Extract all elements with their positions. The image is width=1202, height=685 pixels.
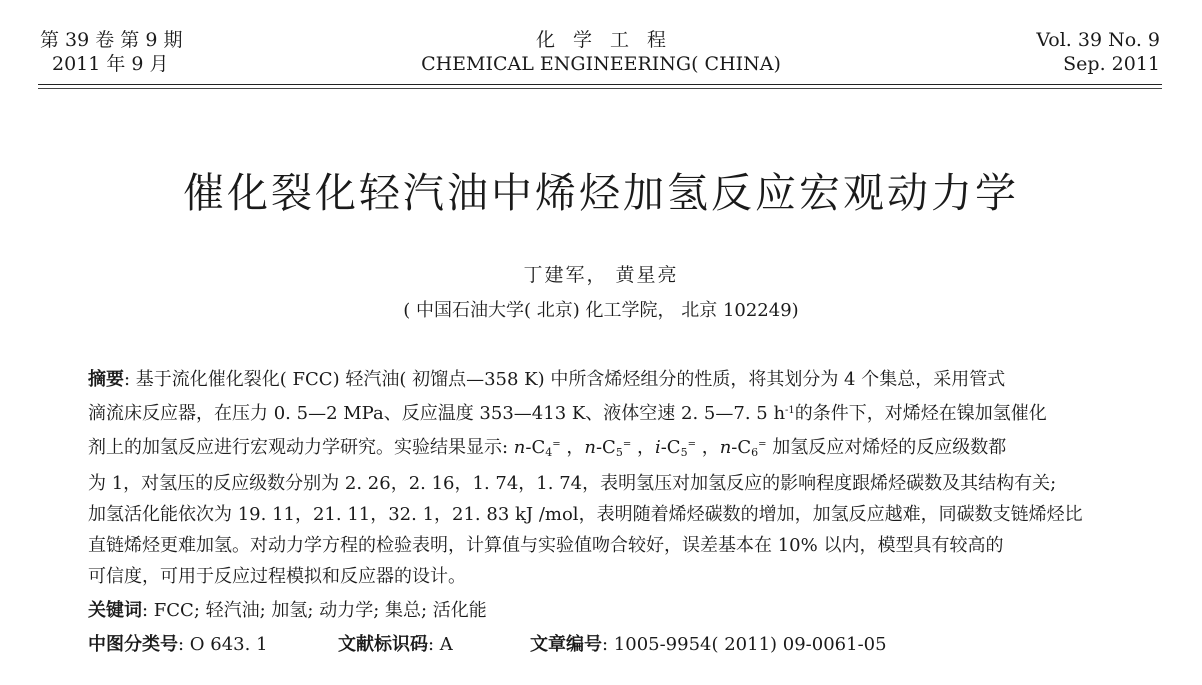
abstract-text-2a: 滴流床反应器，在压力 0. 5—2 MPa、反应温度 353—413 K、液体空速 2. 5—7. 5 h [88, 403, 786, 424]
clc-number [88, 630, 268, 656]
species-n-c4: $n-C_4^=$ [513, 437, 561, 459]
abstract-text-1: 基于流化催化裂化( FCC) 轻汽油( 初馏点—358 K) 中所含烯烃组分的性质，将其划分为 4 个集总，采用管式 [130, 369, 1006, 390]
article-number [530, 630, 887, 656]
clc-value: : O 643. 1 [178, 634, 268, 655]
abstract-line-5: 加氢活化能依次为 19. 11，21. 11，32. 1，21. 83 kJ /mol，表明随着烯烃碳数的增加，加氢反应越难，同碳数支链烯烃比 [88, 504, 1083, 525]
paper-authors: 丁建军， 黄星亮 [523, 264, 679, 286]
keywords-text: FCC; 轻汽油; 加氢; 动力学; 集总; 活化能 [148, 600, 487, 621]
volume-issue-en: Vol. 39 No. 9 [1036, 29, 1160, 51]
publication-date-cn: 2011 年 9 月 [52, 53, 169, 75]
abstract-line-1 [88, 364, 1123, 395]
abstract-line-7: 可信度，可用于反应过程模拟和反应器的设计。 [88, 566, 466, 587]
journal-name-cn: 化学工程 [535, 29, 684, 51]
clc-label: 中图分类号 [88, 634, 178, 655]
abstract-text-2b: 的条件下，对烯烃在镍加氢催化 [794, 403, 1047, 424]
keywords [88, 596, 487, 622]
document-code [338, 630, 453, 656]
space-velocity-unit-exponent: -1 [785, 405, 795, 416]
author-affiliation: ( 中国石油大学( 北京) 化工学院， 北京 102249) [403, 300, 799, 321]
abstract-label-colon: : [124, 369, 131, 390]
header-rule-thick [38, 84, 1162, 85]
article-number-value: : 1005-9954( 2011) 09-0061-05 [602, 634, 887, 655]
abstract-line-6: 直链烯烃更难加氢。对动力学方程的检验表明，计算值与实验值吻合较好，误差基本在 10% 以内，模型具有较高的 [88, 535, 1004, 556]
journal-name [0, 28, 1202, 76]
paper-title: 催化裂化轻汽油中烯烃加氢反应宏观动力学 [183, 169, 1019, 217]
abstract-line-3: 剂上的加氢反应进行宏观动力学研究。实验结果显示: $n-C_4^=$ ，$n-C_5^=$ ，$i-C_5^=$ ，$n-C_6^=$ 加氢反应对烯烃的反应级数都 [88, 437, 1007, 459]
keywords-colon: : [142, 600, 149, 621]
abstract [88, 364, 1123, 592]
species-i-c5: $i-C_5^=$ [654, 437, 696, 459]
header-rule-thin [38, 88, 1162, 89]
abstract-label: 摘要 [88, 369, 124, 390]
journal-name-en: CHEMICAL ENGINEERING( CHINA) [421, 53, 781, 75]
publication-date-en: Sep. 2011 [1063, 53, 1160, 75]
journal-issue-info-en [1036, 28, 1160, 76]
keywords-label: 关键词 [88, 600, 142, 621]
volume-issue: 第 39 卷 第 9 期 [40, 29, 183, 51]
document-code-label: 文献标识码 [338, 634, 428, 655]
abstract-line-4: 为 1，对氢压的反应级数分别为 2. 26，2. 16，1. 74，1. 74，表明氢压对加氢反应的影响程度跟烯烃碳数及其结构有关; [88, 473, 1057, 494]
document-code-value: : A [428, 634, 453, 655]
abstract-line-2 [88, 395, 1123, 429]
abstract-text-3b: 加氢反应对烯烃的反应级数都 [766, 437, 1007, 458]
species-n-c6: $n-C_6^=$ [719, 437, 767, 459]
species-n-c5: $n-C_5^=$ [584, 437, 632, 459]
article-number-label: 文章编号 [530, 634, 602, 655]
abstract-text-3a: 剂上的加氢反应进行宏观动力学研究。实验结果显示: [88, 437, 514, 458]
